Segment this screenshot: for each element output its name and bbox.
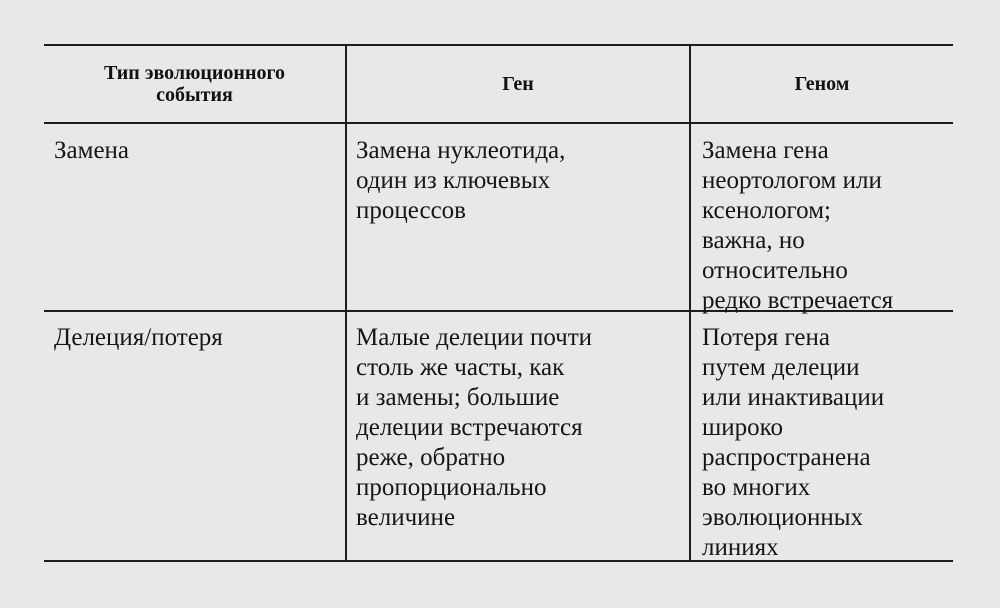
row-1-genome-line-1: Замена гена <box>702 137 829 164</box>
row-2-genome-line-1: Потеря гена <box>702 324 830 351</box>
row-1-genome-line-5: относительно <box>702 257 848 284</box>
header-gene-label: Ген <box>502 73 534 95</box>
row-2-gene-line-7: величине <box>356 504 456 531</box>
row-2-gene-line-6: пропорционально <box>356 474 547 501</box>
comparison-table <box>44 44 953 562</box>
header-event-type <box>44 46 345 122</box>
header-bottom-border <box>44 122 953 124</box>
row-2-genome-line-2: путем делеции <box>702 354 860 381</box>
row-2-gene-line-4: делеции встречаются <box>356 414 583 441</box>
header-genome <box>691 46 953 122</box>
row-2-gene-cell <box>356 323 592 533</box>
row-1-event-cell <box>54 136 129 166</box>
header-genome-label: Геном <box>794 73 850 95</box>
row-1-gene-line-1: Замена нуклеотида, <box>356 137 566 164</box>
row-2-genome-line-6: во многих <box>702 474 811 501</box>
row-2-genome-line-8: линиях <box>702 534 779 561</box>
row-2-gene-line-5: реже, обратно <box>356 444 506 471</box>
header-event-type-line-1: Тип эволюционного <box>103 62 286 84</box>
row-1-gene-line-3: процессов <box>356 197 466 224</box>
row-1-gene-line-2: один из ключевых <box>356 167 551 194</box>
row-1-genome-line-2: неортологом или <box>702 167 882 194</box>
row-1-genome-cell <box>702 136 893 316</box>
row-1-genome-line-3: ксенологом; <box>702 197 831 224</box>
row-2-genome-line-7: эволюционных <box>702 504 863 531</box>
header-gene <box>347 46 689 122</box>
row-2-gene-line-1: Малые делеции почти <box>356 324 593 351</box>
row-2-genome-cell <box>702 323 884 563</box>
row-1-genome-line-6: редко встречается <box>702 287 894 314</box>
row-2-genome-line-5: распространена <box>702 444 871 471</box>
row-2-gene-line-2: столь же часты, как <box>356 354 565 381</box>
row-2-event-line-1: Делеция/потеря <box>54 324 223 351</box>
row-2-genome-line-3: или инактивации <box>702 384 885 411</box>
row-2-event-cell <box>54 323 223 353</box>
row-1-event-line-1: Замена <box>54 137 130 164</box>
header-event-type-line-2: события <box>156 84 233 106</box>
row-1-genome-line-4: важна, но <box>702 227 805 254</box>
row-2-genome-line-4: широко <box>702 414 784 441</box>
row-2-gene-line-3: и замены; большие <box>356 384 560 411</box>
row-1-gene-cell <box>356 136 565 226</box>
